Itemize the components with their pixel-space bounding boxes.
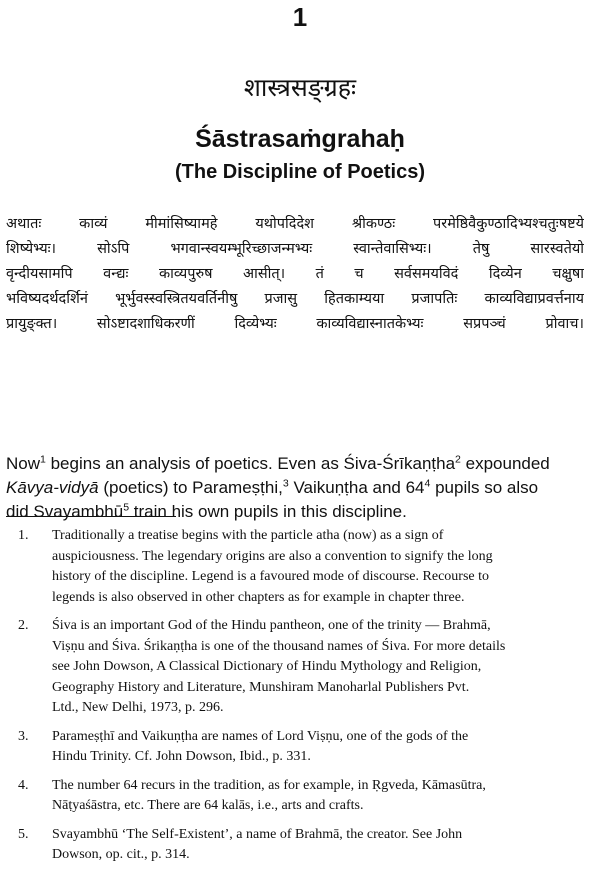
translation-text: pupils so also xyxy=(430,478,539,497)
footnotes-section xyxy=(6,526,590,874)
footnote-line: Viṣṇu and Śiva. Śrikaṇṭha is one of the thousand names of Śiva. For more details xyxy=(52,638,506,654)
footnote-line: Parameṣṭhī and Vaikuṇṭha are names of Lord Viṣṇu, one of the gods of the xyxy=(52,728,469,744)
footnote-line: Traditionally a treatise begins with the particle atha (now) as a sign of xyxy=(52,528,444,543)
english-chapter-title: (The Discipline of Poetics) xyxy=(174,161,426,183)
footnote-line: auspiciousness. The legendary origins are also a convention to signify the long xyxy=(52,548,493,564)
footnote-item xyxy=(6,825,590,866)
translation-line xyxy=(6,500,586,524)
transliterated-chapter-title: Śāstrasaṁgrahaḥ xyxy=(195,125,405,153)
footnote-item xyxy=(6,526,590,608)
translation-text: begins an analysis of poetics. Even as Śiva-Śrīkaṇṭha xyxy=(45,454,456,473)
footnote-line: Svayambhū ‘The Self-Existent’, a name of Brahmā, the creator. See John xyxy=(52,826,463,842)
translation-line xyxy=(6,452,586,476)
sanskrit-verse-paragraph xyxy=(6,212,584,337)
translation-text: did Svayambhū xyxy=(6,502,124,521)
footnote-marker: 1 xyxy=(40,453,46,466)
footnote-number: 2. xyxy=(18,618,29,633)
footnote-number: 3. xyxy=(18,728,29,744)
translation-text: Now xyxy=(6,454,41,473)
footnote-number: 1. xyxy=(18,528,29,543)
footnote-line: Geography History and Literature, Munshiram Manoharlal Publishers Pvt. xyxy=(52,679,470,695)
footnote-line: Dowson, op. cit., p. 314. xyxy=(52,847,190,862)
footnote-number: 4. xyxy=(18,777,29,793)
sanskrit-verse-line: प्रायुङ्क्त। सोऽष्टादशाधिकरणीं दिव्येभ्यः काव्यविद्यास्नातकेभ्यः सप्रपञ्चं प्रोवाच। xyxy=(6,316,584,332)
footnote-line: The number 64 recurs in the tradition, as for example, in Ṛgveda, Kāmasūtra, xyxy=(52,777,486,793)
sanskrit-chapter-title: शास्त्रसङ्ग्रहः xyxy=(243,73,357,102)
footnote-item xyxy=(6,727,590,768)
sanskrit-verse-line: शिष्येभ्यः। सोऽपि भगवान्स्वयम्भूरिच्छाजन्मभ्यः स्वान्तेवासिभ्यः। तेषु सारस्वतेयो xyxy=(6,241,584,257)
translation-text: expounded xyxy=(460,454,550,473)
footnote-marker: 2 xyxy=(455,453,461,466)
footnote-line: Ltd., New Delhi, 1973, p. 296. xyxy=(52,700,224,715)
footnote-line: history of the discipline. Legend is a favoured mode of discourse. Recourse to xyxy=(52,569,489,584)
footnote-line: Nāṭyaśāstra, etc. There are 64 kalās, i.e., arts and crafts. xyxy=(52,798,364,813)
footnote-item xyxy=(6,616,590,719)
sanskrit-verse-line: भविष्यदर्थदर्शिनं भूर्भुवस्स्वस्त्रितयवर्तिनीषु प्रजासु हितकाम्यया प्रजापतिः काव्यविद्याप्रवर्त्तनाय xyxy=(6,291,584,307)
footnote-line: see John Dowson, A Classical Dictionary of Hindu Mythology and Religion, xyxy=(52,659,482,674)
footnote-line: Hindu Trinity. Cf. John Dowson, Ibid., p. 331. xyxy=(52,749,311,764)
sanskrit-verse-line: अथातः काव्यं मीमांसिष्यामहे यथोपदिदेश श्रीकण्ठः परमेष्ठिवैकुण्ठादिभ्यश्चतुःषष्टये xyxy=(6,216,584,232)
footnote-line: Śiva is an important God of the Hindu pantheon, one of the trinity — Brahmā, xyxy=(52,618,491,633)
sanskrit-verse-line: वृन्दीयसामपि वन्द्यः काव्यपुरुष आसीत्। तं च सर्वसमयविदं दिव्येन चक्षुषा xyxy=(6,266,584,282)
chapter-number: 1 xyxy=(292,2,308,32)
footnote-divider xyxy=(6,516,176,517)
translation-text: (poetics) to Parameṣṭhi, xyxy=(98,478,283,497)
footnote-number: 5. xyxy=(18,826,29,842)
translation-line xyxy=(6,476,586,500)
footnote-marker: 5 xyxy=(123,501,130,514)
translation-italic-term: Kāvya-vidyā xyxy=(6,478,99,497)
footnote-marker: 3 xyxy=(282,477,289,490)
footnote-line: legends is also observed in other chapters as for example in chapter three. xyxy=(52,589,465,605)
translation-text: train his own pupils in this discipline. xyxy=(129,502,407,521)
footnote-marker: 4 xyxy=(424,477,431,490)
translation-text: Vaikuṇṭha and 64 xyxy=(288,478,425,497)
english-translation-paragraph xyxy=(6,452,586,524)
footnote-item xyxy=(6,776,590,817)
